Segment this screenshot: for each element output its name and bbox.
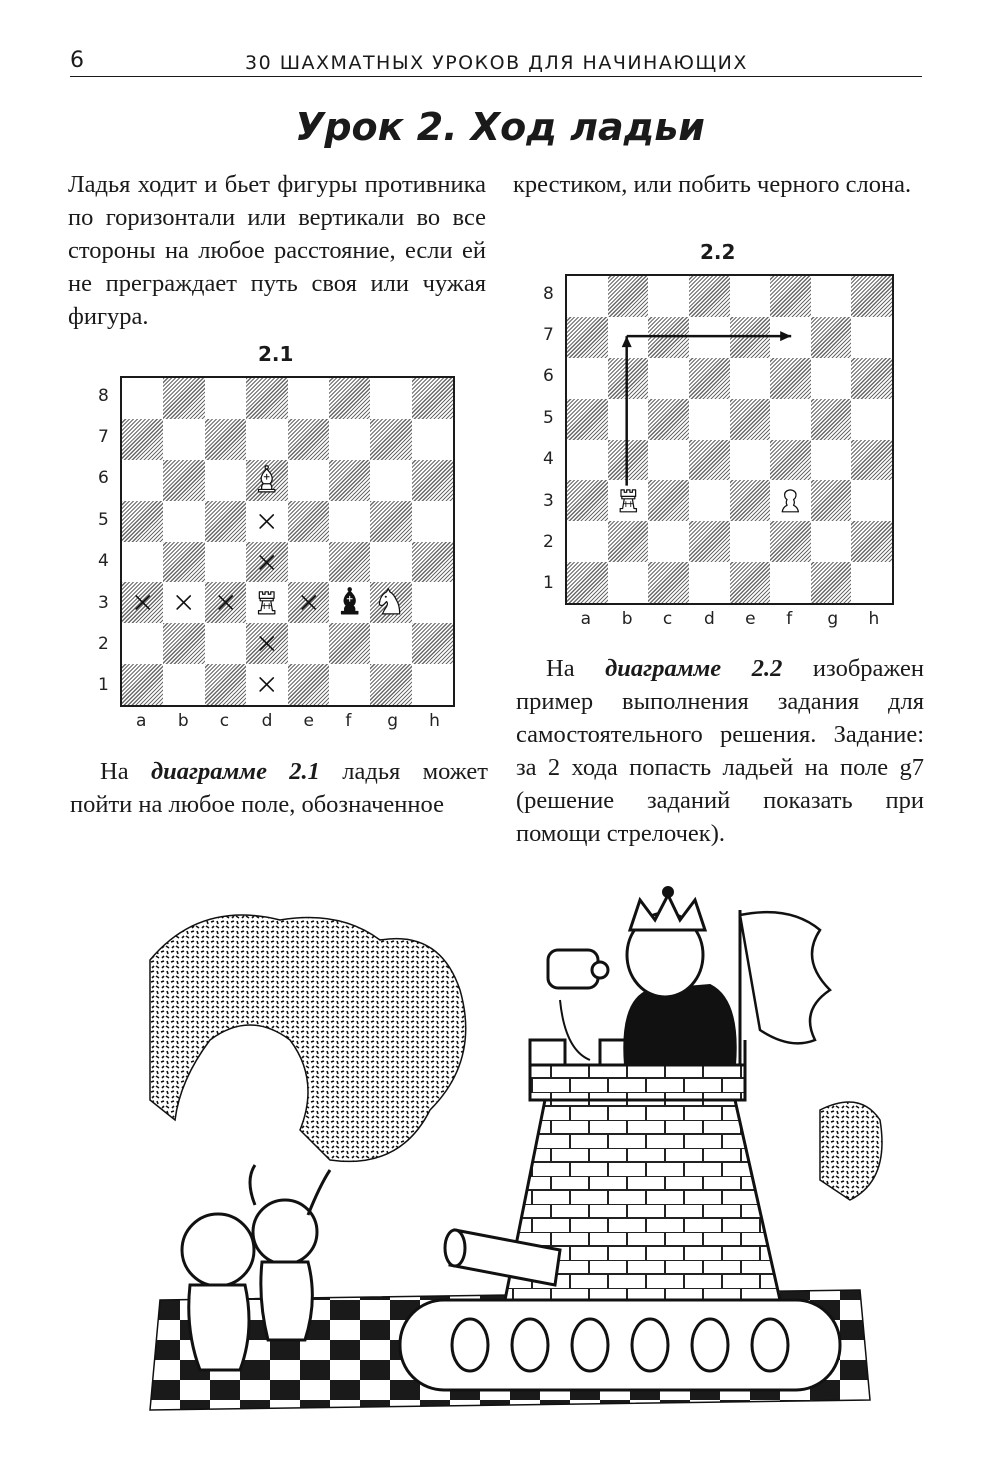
square-c4: [648, 440, 689, 481]
x-mark-icon: [205, 582, 246, 623]
square-d5: [246, 501, 287, 542]
square-f6: [770, 358, 811, 399]
square-f2: [770, 521, 811, 562]
square-d1: [246, 664, 287, 705]
square-a7: [567, 317, 608, 358]
square-g7: [370, 419, 411, 460]
square-a4: [567, 440, 608, 481]
square-b7: [608, 317, 649, 358]
square-d6: [246, 460, 287, 501]
square-c6: [205, 460, 246, 501]
square-d4: [246, 542, 287, 583]
square-b2: [608, 521, 649, 562]
black-bishop-icon: [329, 582, 370, 623]
square-f8: [770, 276, 811, 317]
square-a8: [567, 276, 608, 317]
square-f1: [329, 664, 370, 705]
x-mark-icon: [246, 501, 287, 542]
square-h2: [851, 521, 892, 562]
square-c7: [205, 419, 246, 460]
square-h2: [412, 623, 453, 664]
file-label: f: [786, 609, 793, 629]
file-label: f: [345, 711, 352, 731]
square-b6: [608, 358, 649, 399]
square-c1: [205, 664, 246, 705]
square-a6: [122, 460, 163, 501]
square-e7: [288, 419, 329, 460]
square-c7: [648, 317, 689, 358]
square-h6: [851, 358, 892, 399]
square-b7: [163, 419, 204, 460]
square-f7: [770, 317, 811, 358]
file-label: a: [135, 711, 147, 731]
square-f5: [329, 501, 370, 542]
file-label: d: [261, 711, 273, 731]
square-a1: [122, 664, 163, 705]
rank-label: 7: [98, 427, 109, 448]
file-label: d: [703, 609, 715, 629]
square-g4: [370, 542, 411, 583]
square-g1: [370, 664, 411, 705]
square-d4: [689, 440, 730, 481]
square-g6: [370, 460, 411, 501]
rank-label: 8: [98, 385, 109, 406]
right-column-continuation: крестиком, или побить черного слона.: [513, 171, 912, 198]
square-d3: [246, 582, 287, 623]
file-label: a: [580, 609, 591, 629]
x-mark-icon: [288, 582, 329, 623]
square-b3: [608, 480, 649, 521]
file-label: g: [827, 609, 839, 629]
white-rook-icon: [246, 582, 287, 623]
square-a5: [567, 399, 608, 440]
square-d6: [689, 358, 730, 399]
rank-label: 8: [543, 283, 554, 304]
square-d1: [689, 562, 730, 603]
rank-label: 3: [543, 490, 554, 511]
square-h1: [412, 664, 453, 705]
square-g1: [811, 562, 852, 603]
square-h5: [412, 501, 453, 542]
x-mark-icon: [246, 664, 287, 705]
square-b8: [608, 276, 649, 317]
chessboard-2-1: [120, 376, 455, 707]
square-e1: [288, 664, 329, 705]
white-rook-icon: [608, 480, 649, 521]
square-h3: [412, 582, 453, 623]
square-e7: [730, 317, 771, 358]
square-a3: [122, 582, 163, 623]
square-g5: [370, 501, 411, 542]
rank-label: 6: [543, 366, 554, 387]
file-label: g: [387, 711, 398, 731]
square-h5: [851, 399, 892, 440]
file-label: c: [219, 711, 230, 731]
square-f1: [770, 562, 811, 603]
square-h8: [851, 276, 892, 317]
square-f4: [770, 440, 811, 481]
square-e5: [288, 501, 329, 542]
square-g8: [811, 276, 852, 317]
square-f6: [329, 460, 370, 501]
square-b5: [163, 501, 204, 542]
running-head: [70, 46, 922, 77]
square-h7: [851, 317, 892, 358]
rank-label: 4: [543, 449, 554, 470]
square-h4: [851, 440, 892, 481]
square-c8: [205, 378, 246, 419]
square-e1: [730, 562, 771, 603]
file-label: b: [177, 711, 189, 731]
square-f4: [329, 542, 370, 583]
square-f2: [329, 623, 370, 664]
file-label: e: [303, 711, 314, 731]
square-d7: [246, 419, 287, 460]
rank-label: 2: [543, 531, 554, 552]
file-label: b: [621, 609, 633, 629]
file-label: c: [662, 609, 673, 629]
square-e3: [288, 582, 329, 623]
square-f3: [770, 480, 811, 521]
x-mark-icon: [246, 542, 287, 583]
square-b5: [608, 399, 649, 440]
square-g2: [370, 623, 411, 664]
rank-label: 1: [98, 675, 109, 696]
rank-label: 4: [98, 551, 109, 572]
square-b2: [163, 623, 204, 664]
rank-label: 5: [543, 407, 554, 428]
square-g8: [370, 378, 411, 419]
square-c5: [205, 501, 246, 542]
square-c3: [648, 480, 689, 521]
rank-label: 6: [98, 468, 109, 489]
square-h8: [412, 378, 453, 419]
x-mark-icon: [246, 623, 287, 664]
page-number: 6: [70, 48, 84, 73]
square-b8: [163, 378, 204, 419]
square-g5: [811, 399, 852, 440]
square-b1: [608, 562, 649, 603]
square-c6: [648, 358, 689, 399]
square-a2: [567, 521, 608, 562]
square-e6: [288, 460, 329, 501]
square-d3: [689, 480, 730, 521]
square-e3: [730, 480, 771, 521]
square-d8: [689, 276, 730, 317]
diagram-2-2-caption-paragraph: На диаграмме 2.2 изображен пример выполнения задания для самостоятельного решения. Задание: за 2 хода попасть ладьей на поле g7 (решение заданий показать при помощи стрелочек).: [516, 655, 924, 847]
book-title: 30 ШАХМАТНЫХ УРОКОВ ДЛЯ НАЧИНАЮЩИХ: [245, 52, 748, 74]
x-mark-icon: [122, 582, 163, 623]
square-h1: [851, 562, 892, 603]
square-d2: [246, 623, 287, 664]
square-b3: [163, 582, 204, 623]
square-c4: [205, 542, 246, 583]
rank-label: 5: [98, 509, 109, 530]
rank-label: 7: [543, 325, 554, 346]
square-h6: [412, 460, 453, 501]
square-b6: [163, 460, 204, 501]
square-d5: [689, 399, 730, 440]
diagram-2-2-label: 2.2: [700, 240, 736, 264]
square-a5: [122, 501, 163, 542]
square-c1: [648, 562, 689, 603]
square-f8: [329, 378, 370, 419]
square-h3: [851, 480, 892, 521]
square-e2: [730, 521, 771, 562]
square-e5: [730, 399, 771, 440]
square-e8: [730, 276, 771, 317]
square-e4: [288, 542, 329, 583]
square-a3: [567, 480, 608, 521]
square-e2: [288, 623, 329, 664]
rank-label: 2: [98, 633, 109, 654]
white-bishop-icon: [246, 460, 287, 501]
square-g6: [811, 358, 852, 399]
square-g4: [811, 440, 852, 481]
square-e4: [730, 440, 771, 481]
square-d7: [689, 317, 730, 358]
square-c2: [648, 521, 689, 562]
diagram-2-1-label: 2.1: [258, 342, 294, 366]
square-f5: [770, 399, 811, 440]
square-h7: [412, 419, 453, 460]
square-g3: [370, 582, 411, 623]
diagram-2-1-reference: диаграмме 2.1: [150, 758, 320, 785]
square-a7: [122, 419, 163, 460]
square-a4: [122, 542, 163, 583]
diagram-2-2-reference: диаграмме 2.2: [605, 655, 783, 682]
square-f7: [329, 419, 370, 460]
white-knight-icon: [370, 582, 411, 623]
diagram-2-1-caption-paragraph: На диаграмме 2.1 ладья может пойти на любое поле, обозначенное: [70, 758, 488, 818]
square-b1: [163, 664, 204, 705]
square-d2: [689, 521, 730, 562]
square-e8: [288, 378, 329, 419]
square-h4: [412, 542, 453, 583]
square-e6: [730, 358, 771, 399]
square-a6: [567, 358, 608, 399]
square-b4: [608, 440, 649, 481]
square-c5: [648, 399, 689, 440]
square-c3: [205, 582, 246, 623]
rank-label: 1: [543, 573, 554, 594]
square-d8: [246, 378, 287, 419]
square-g3: [811, 480, 852, 521]
square-b4: [163, 542, 204, 583]
white-pawn-icon: [770, 480, 811, 521]
square-g7: [811, 317, 852, 358]
square-a8: [122, 378, 163, 419]
square-c2: [205, 623, 246, 664]
square-a1: [567, 562, 608, 603]
square-a2: [122, 623, 163, 664]
x-mark-icon: [163, 582, 204, 623]
file-label: h: [429, 711, 440, 731]
intro-paragraph: Ладья ходит и бьет фигуры противника по горизонтали или вертикали во все стороны на любое расстояние, если ей не преграждает путь своя или чужая фигура.: [68, 171, 486, 330]
rank-label: 3: [98, 592, 109, 613]
square-c8: [648, 276, 689, 317]
chessboard-2-2: [565, 274, 894, 605]
file-label: h: [868, 609, 880, 629]
square-f3: [329, 582, 370, 623]
square-g2: [811, 521, 852, 562]
lesson-title: Урок 2. Ход ладьи: [295, 105, 705, 149]
file-label: e: [745, 609, 756, 629]
